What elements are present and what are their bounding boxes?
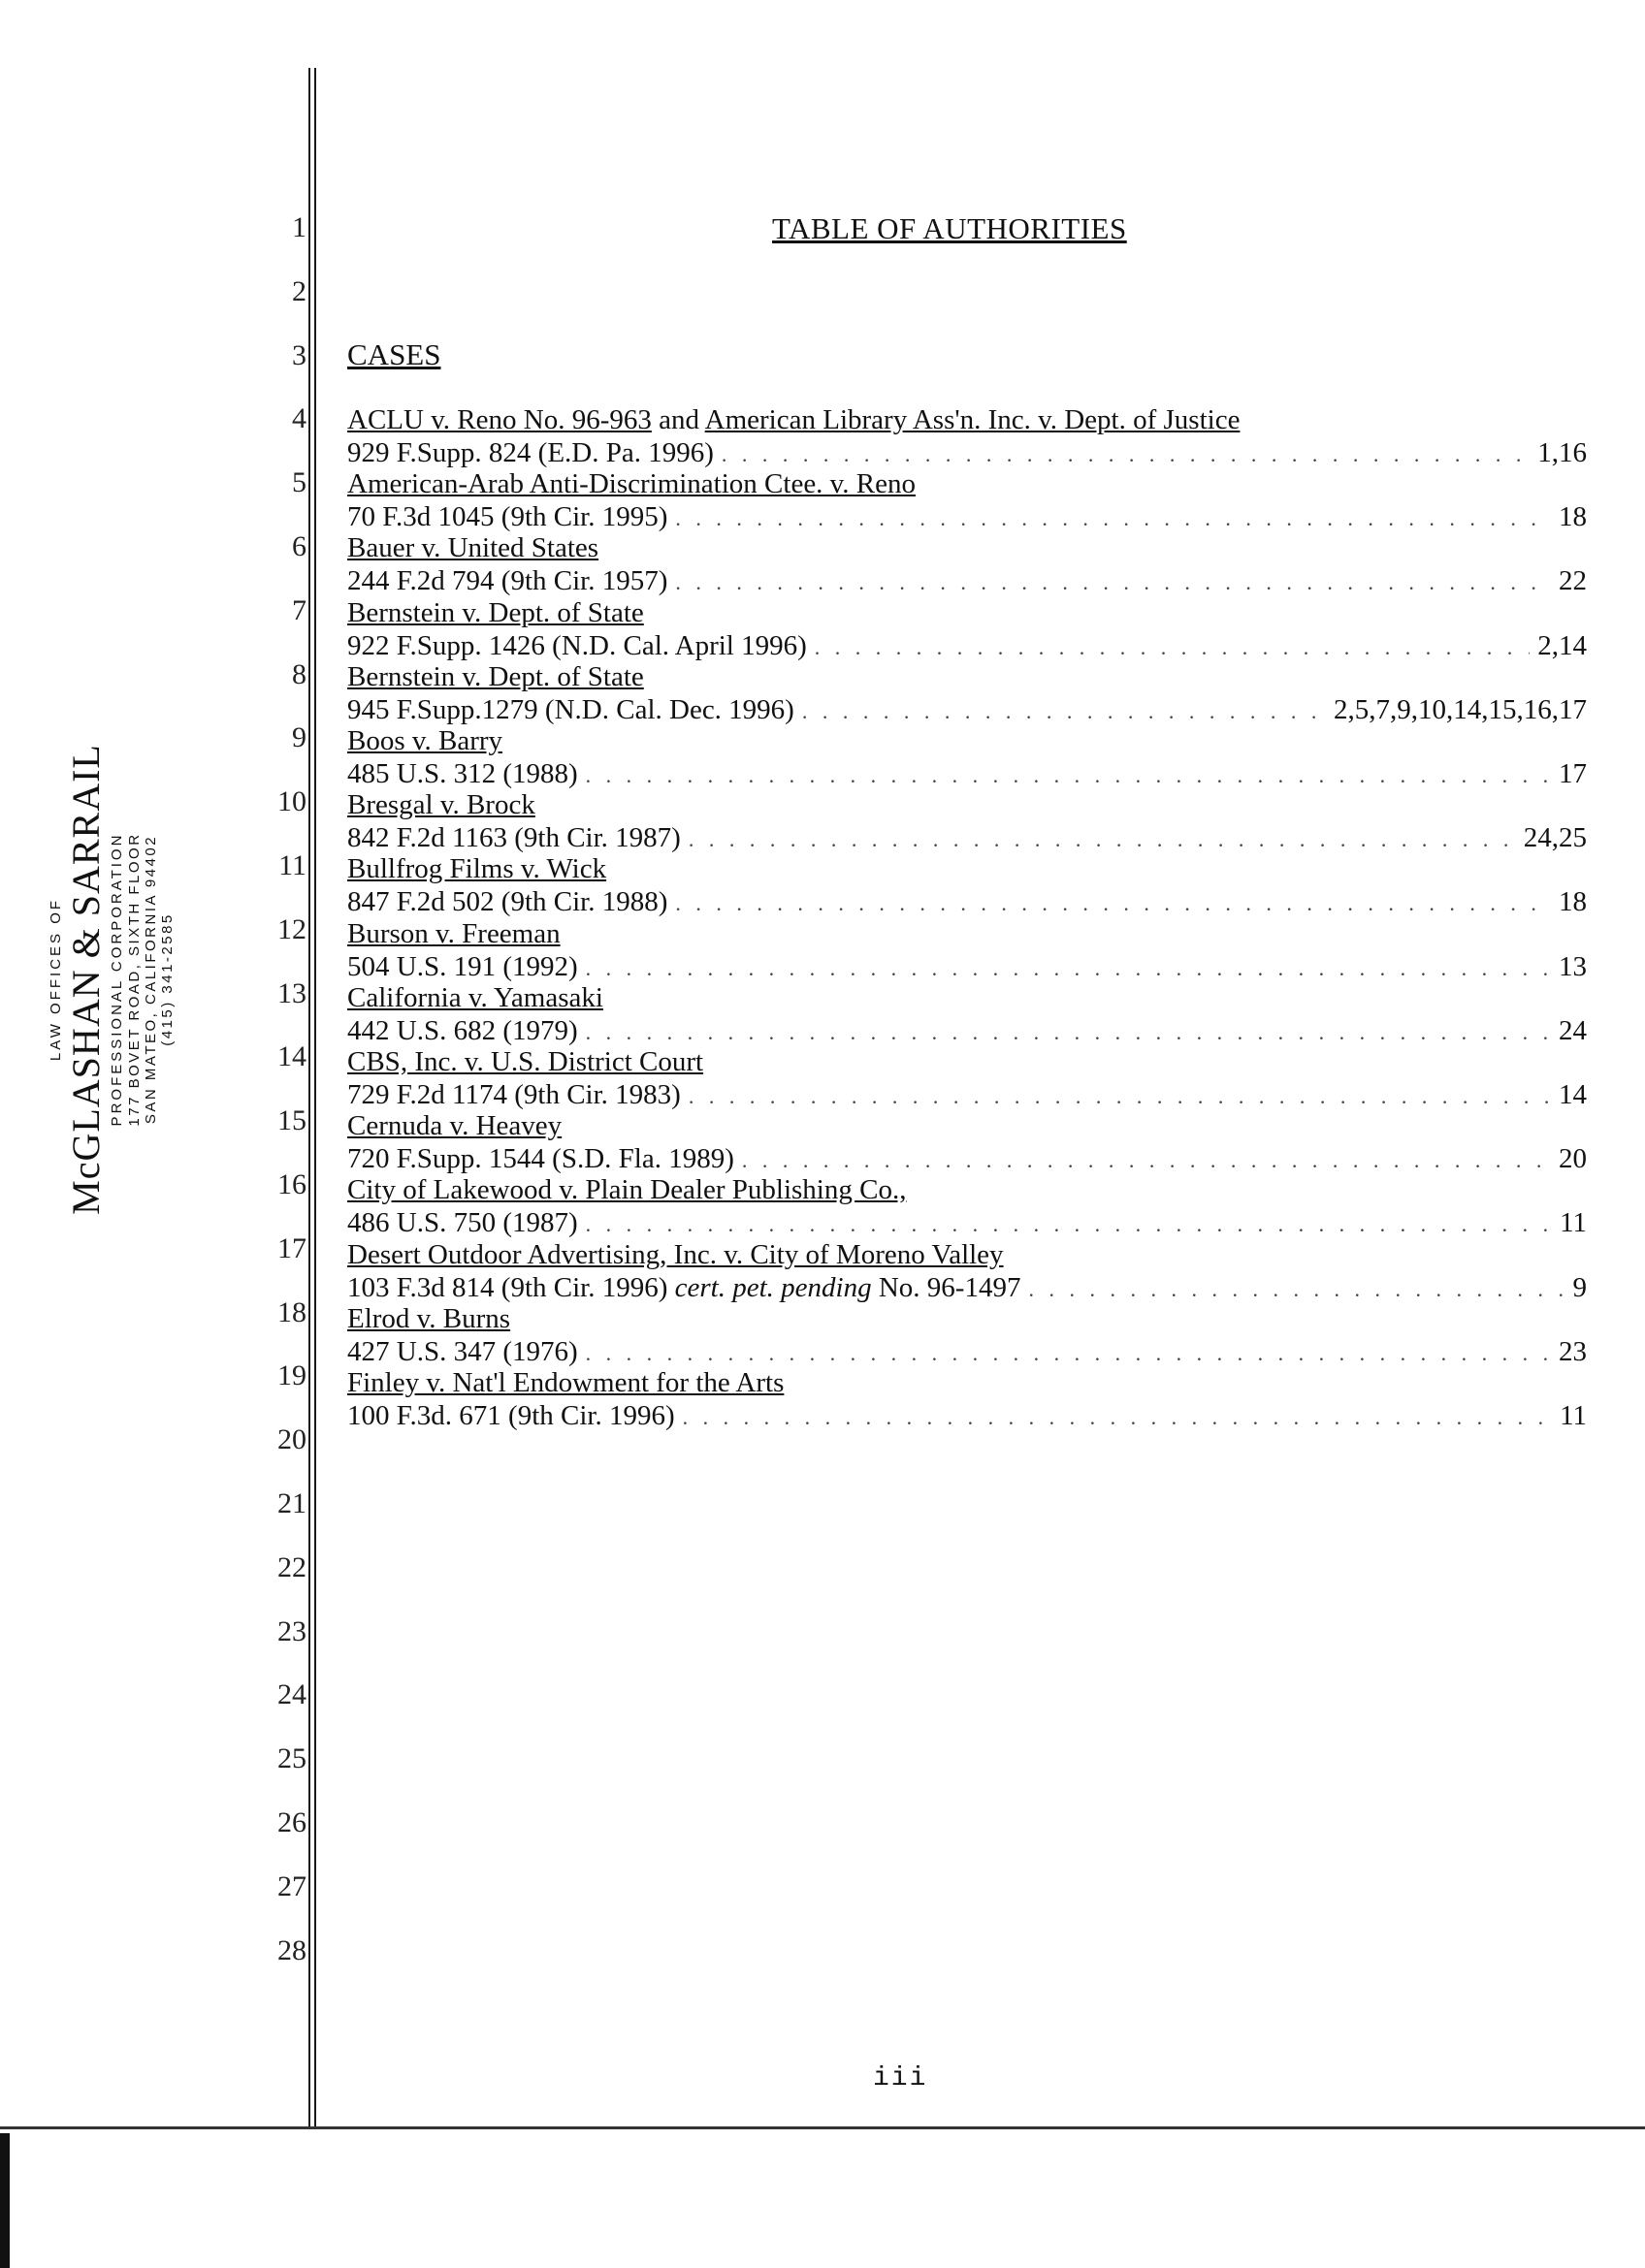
case-name: ACLU v. Reno No. 96-963 and American Library Ass'n. Inc. v. Dept. of Justice [347, 404, 1241, 435]
case-entry [347, 1302, 1587, 1370]
case-citation: 70 F.3d 1045 (9th Cir. 1995) [347, 501, 668, 533]
case-entry [347, 403, 1587, 471]
case-page-refs: 14 [1559, 1079, 1587, 1110]
dot-leader [722, 438, 1530, 471]
case-page-refs: 11 [1560, 1207, 1587, 1239]
dot-leader [675, 887, 1551, 920]
line-number: 24 [277, 1678, 306, 1711]
case-entry [347, 1366, 1587, 1434]
case-name: Desert Outdoor Advertising, Inc. v. City of Moreno Valley [347, 1238, 1004, 1270]
case-page-refs: 24,25 [1523, 822, 1587, 854]
case-citation: 842 F.2d 1163 (9th Cir. 1987) [347, 822, 681, 854]
case-citation: 485 U.S. 312 (1988) [347, 758, 578, 789]
dot-leader [586, 1016, 1551, 1049]
line-number: 27 [277, 1869, 306, 1902]
line-number: 8 [292, 657, 306, 690]
line-number: 13 [277, 976, 306, 1009]
case-citation: 100 F.3d. 671 (9th Cir. 1996) [347, 1400, 675, 1431]
case-page-refs: 2,5,7,9,10,14,15,16,17 [1334, 693, 1587, 725]
case-page-refs: 18 [1559, 886, 1587, 918]
case-page-refs: 13 [1559, 950, 1587, 982]
case-name: CBS, Inc. v. U.S. District Court [347, 1046, 704, 1077]
dot-leader [815, 631, 1530, 664]
case-name: Boos v. Barry [347, 725, 503, 756]
line-number: 22 [277, 1550, 306, 1583]
case-citation-line [347, 1399, 1587, 1434]
case-name: City of Lakewood v. Plain Dealer Publishing Co., [347, 1174, 907, 1206]
case-name: Burson v. Freeman [347, 917, 561, 949]
line-number: 7 [292, 593, 306, 626]
case-citation: 486 U.S. 750 (1987) [347, 1207, 578, 1239]
case-citation-line [347, 1206, 1587, 1241]
dot-leader [1028, 1273, 1564, 1306]
line-number: 2 [292, 274, 306, 307]
case-citation-line [347, 629, 1587, 664]
case-citation-line [347, 1078, 1587, 1113]
case-citation-line [347, 436, 1587, 471]
section-heading-cases: CASES [347, 337, 441, 371]
case-name: Bernstein v. Dept. of State [347, 596, 644, 628]
case-citation-line [347, 693, 1587, 728]
letterhead-city: SAN MATEO, CALIFORNIA 94402 [142, 834, 159, 1125]
line-number: 14 [277, 1040, 306, 1073]
case-entry [347, 788, 1587, 856]
case-page-refs: 11 [1560, 1400, 1587, 1431]
case-entry [347, 1238, 1587, 1306]
case-entry [347, 1045, 1587, 1113]
left-margin-rule-inner [314, 68, 316, 2128]
case-page-refs: 9 [1572, 1271, 1587, 1303]
line-number: 11 [278, 849, 306, 881]
line-number: 15 [277, 1104, 306, 1137]
case-name: Cernuda v. Heavey [347, 1110, 563, 1142]
letterhead-street: 177 BOVET ROAD, SIXTH FLOOR [125, 832, 143, 1127]
line-number: 26 [277, 1806, 306, 1838]
dot-leader [675, 502, 1551, 535]
case-citation-line [347, 1271, 1587, 1306]
scan-shadow [0, 2133, 10, 2268]
case-citation: 847 F.2d 502 (9th Cir. 1988) [347, 886, 668, 918]
line-number: 16 [277, 1168, 306, 1200]
case-entry [347, 981, 1587, 1049]
case-citation: 720 F.Supp. 1544 (S.D. Fla. 1989) [347, 1143, 734, 1175]
letterhead-firm-name: McGLASHAN & SARRAIL [64, 744, 109, 1215]
case-entry [347, 660, 1587, 728]
case-citation: 504 U.S. 191 (1992) [347, 950, 578, 982]
dot-leader [689, 823, 1516, 856]
dot-leader [802, 695, 1326, 728]
case-citation-line [347, 821, 1587, 856]
case-name: Bauer v. United States [347, 532, 599, 564]
case-name: Finley v. Nat'l Endowment for the Arts [347, 1367, 785, 1398]
page-number: iii [873, 2063, 928, 2093]
dot-leader [586, 1208, 1552, 1241]
line-number: 28 [277, 1933, 306, 1966]
case-page-refs: 2,14 [1537, 629, 1587, 661]
letterhead-law-offices: LAW OFFICES OF [47, 897, 64, 1062]
letterhead-corporation: PROFESSIONAL CORPORATION [109, 832, 126, 1127]
case-entry [347, 852, 1587, 920]
case-citation-line [347, 1014, 1587, 1049]
case-citation-line [347, 500, 1587, 535]
line-number: 18 [277, 1295, 306, 1328]
case-entry [347, 724, 1587, 792]
case-citation-line [347, 757, 1587, 792]
case-name: California v. Yamasaki [347, 981, 603, 1013]
case-entry [347, 467, 1587, 535]
case-page-refs: 24 [1559, 1014, 1587, 1046]
case-name: Bresgal v. Brock [347, 789, 535, 821]
dot-leader [586, 759, 1551, 792]
line-number: 1 [292, 211, 306, 243]
case-page-refs: 23 [1559, 1335, 1587, 1367]
letterhead-phone: (415) 341-2585 [158, 912, 176, 1046]
line-number: 5 [292, 466, 306, 499]
case-entry [347, 596, 1587, 664]
case-page-refs: 22 [1559, 565, 1587, 597]
line-number: 3 [292, 338, 306, 371]
line-number: 12 [277, 912, 306, 945]
page-bottom-edge [0, 2126, 1645, 2129]
case-citation: 244 F.2d 794 (9th Cir. 1957) [347, 565, 668, 597]
line-number: 20 [277, 1423, 306, 1456]
dot-leader [675, 566, 1551, 599]
case-name: American-Arab Anti-Discrimination Ctee. v. Reno [347, 468, 917, 500]
line-number: 10 [277, 785, 306, 818]
case-entry [347, 1109, 1587, 1177]
dot-leader [742, 1144, 1551, 1177]
case-page-refs: 1,16 [1537, 437, 1587, 468]
case-entry [347, 1173, 1587, 1241]
case-citation-line [347, 1335, 1587, 1370]
case-name: Bullfrog Films v. Wick [347, 853, 607, 885]
case-entry [347, 917, 1587, 985]
line-number: 17 [277, 1231, 306, 1264]
line-number: 23 [277, 1614, 306, 1647]
firm-letterhead [48, 708, 176, 1251]
line-number: 21 [277, 1487, 306, 1519]
case-name: Bernstein v. Dept. of State [347, 660, 644, 692]
case-citation-line [347, 885, 1587, 920]
case-name: Elrod v. Burns [347, 1302, 511, 1334]
dot-leader [586, 952, 1551, 985]
case-page-refs: 18 [1559, 501, 1587, 533]
case-page-refs: 17 [1559, 758, 1587, 789]
case-citation-line [347, 564, 1587, 599]
line-number: 25 [277, 1742, 306, 1775]
case-citation: 729 F.2d 1174 (9th Cir. 1983) [347, 1079, 681, 1110]
case-citation-line [347, 1142, 1587, 1177]
line-number: 19 [277, 1359, 306, 1392]
case-citation: 442 U.S. 682 (1979) [347, 1014, 578, 1046]
dot-leader [689, 1080, 1551, 1113]
line-number: 6 [292, 530, 306, 562]
case-page-refs: 20 [1559, 1143, 1587, 1175]
case-citation-line [347, 950, 1587, 985]
case-citation: 922 F.Supp. 1426 (N.D. Cal. April 1996) [347, 629, 807, 661]
line-number: 4 [292, 402, 306, 435]
case-citation: 929 F.Supp. 824 (E.D. Pa. 1996) [347, 437, 714, 468]
case-entry [347, 531, 1587, 599]
case-citation: 945 F.Supp.1279 (N.D. Cal. Dec. 1996) [347, 693, 794, 725]
dot-leader [586, 1337, 1551, 1370]
left-margin-rule [308, 68, 310, 2128]
dot-leader [683, 1401, 1552, 1434]
page-title: TABLE OF AUTHORITIES [772, 211, 1127, 245]
case-citation: 427 U.S. 347 (1976) [347, 1335, 578, 1367]
line-number: 9 [292, 721, 306, 754]
case-citation: 103 F.3d 814 (9th Cir. 1996) cert. pet. pending No. 96-1497 [347, 1271, 1021, 1303]
